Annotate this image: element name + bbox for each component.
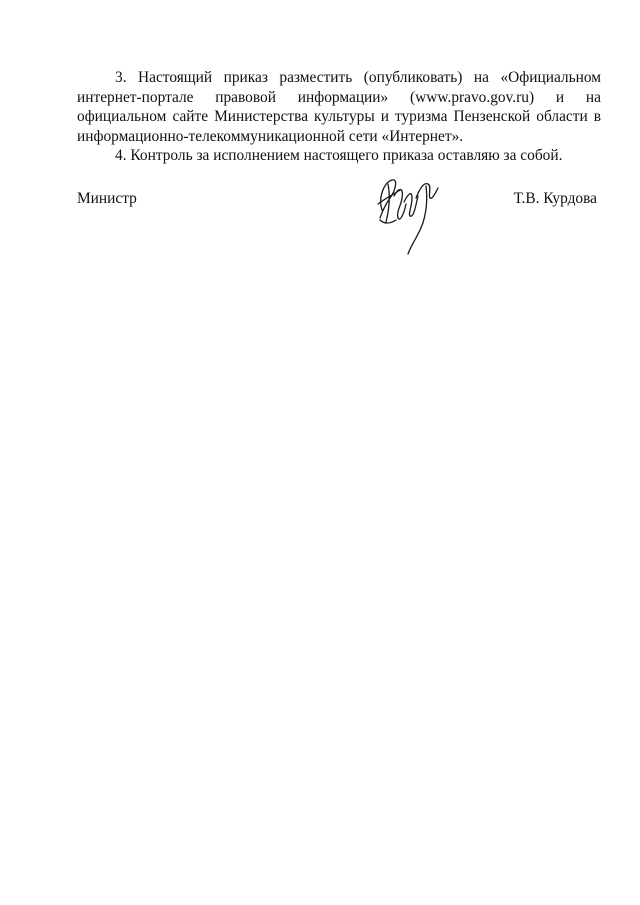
document-body [77, 68, 601, 166]
signature-block [77, 189, 597, 211]
paragraph-3: 3. Настоящий приказ разместить (опубликовать) на «Официальном интернет-портале правовой информации» (www.pravo.gov.ru) и на официальном сайте Министерства культуры и туризма Пензенской области в информационно-телекоммуникационной сети «Интернет». [77, 69, 601, 145]
handwritten-signature [368, 168, 448, 258]
signer-name: Т.В. Курдова [513, 190, 597, 207]
paragraph-4: 4. Контроль за исполнением настоящего приказа оставляю за собой. [115, 147, 563, 165]
signer-position: Министр [77, 190, 137, 207]
